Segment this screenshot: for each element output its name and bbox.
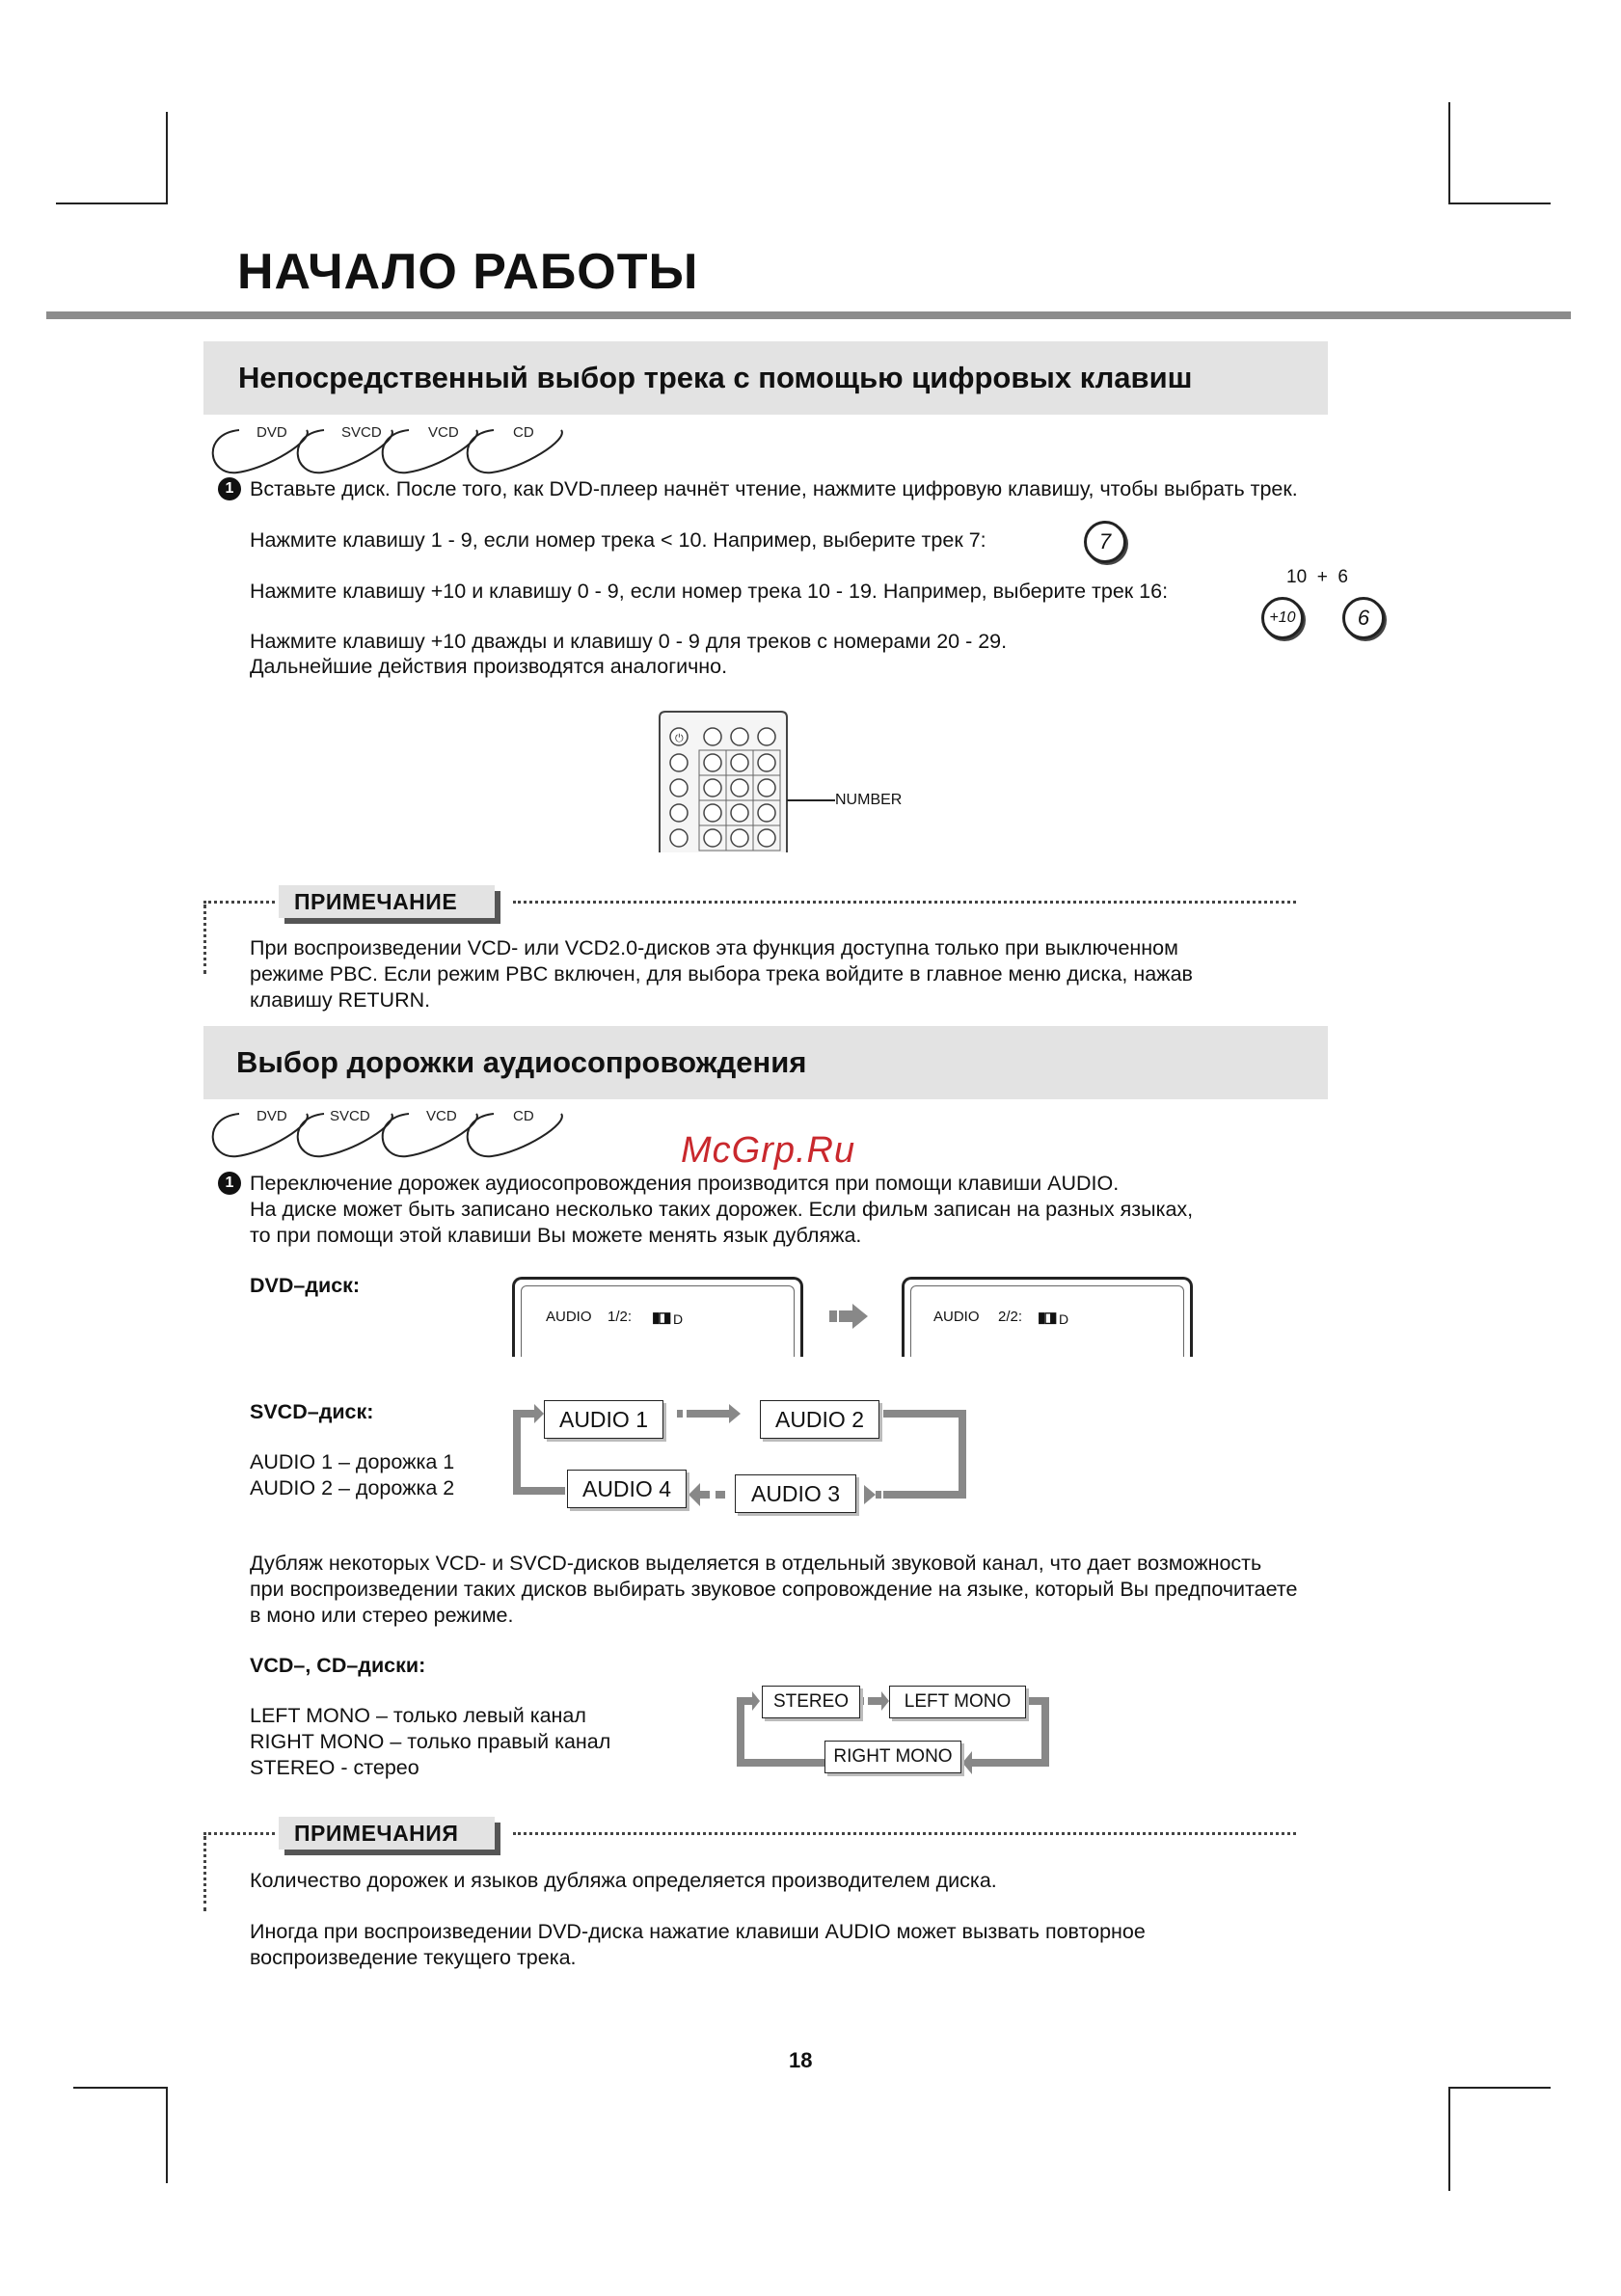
vcd-cd-disc-label: VCD–, CD–диски: xyxy=(250,1654,426,1677)
crop-mark xyxy=(56,203,168,204)
key-plus10-icon: +10 xyxy=(1261,597,1304,639)
screen-track-label: 2/2: xyxy=(998,1309,1023,1325)
audio-screen-1 xyxy=(512,1277,803,1357)
dubbing-line: в моно или стерео режиме. xyxy=(250,1604,514,1627)
crop-mark xyxy=(166,112,168,204)
instruction-line: Нажмите клавишу 1 - 9, если номер трека < 10. Например, выберите трек 7: xyxy=(250,528,986,552)
note-divider xyxy=(203,905,206,974)
section-header xyxy=(203,1026,1328,1099)
dubbing-line: при воспроизведении таких дисков выбирать звуковое сопровождение на языке, который Вы предпочитаете xyxy=(250,1578,1298,1601)
vcd-info-line: RIGHT MONO – только правый канал xyxy=(250,1730,611,1753)
screen-audio-label: AUDIO xyxy=(933,1309,980,1325)
page-number: 18 xyxy=(789,2048,813,2072)
step-text: то при помощи этой клавиши Вы можете менять язык дубляжа. xyxy=(250,1224,862,1247)
note-line: Количество дорожек и языков дубляжа определяется производителем диска. xyxy=(250,1869,997,1892)
dolby-icon: ▮◨ xyxy=(1038,1310,1056,1326)
svg-text:⏻: ⏻ xyxy=(675,732,684,744)
title-rule xyxy=(46,311,1571,319)
remote-control-illustration xyxy=(652,708,845,854)
svcd-info-line: AUDIO 2 – дорожка 2 xyxy=(250,1476,455,1499)
audio-mode-box: LEFT MONO xyxy=(889,1686,1026,1718)
step-text: На диске может быть записано несколько таких дорожек. Если фильм записан на разных языках, xyxy=(250,1198,1194,1221)
audio-track-box: AUDIO 4 xyxy=(567,1470,687,1508)
watermark: McGrp.Ru xyxy=(681,1130,856,1171)
crop-mark xyxy=(1448,2087,1450,2191)
note-divider xyxy=(513,1832,1296,1835)
disc-label-cd: CD xyxy=(513,1108,534,1124)
disc-label-dvd: DVD xyxy=(257,424,287,441)
dubbing-line: Дубляж некоторых VCD- и SVCD-дисков выделяется в отдельный звуковой канал, что дает возможность xyxy=(250,1552,1262,1575)
section-title: Выбор дорожки аудиосопровождения xyxy=(236,1045,807,1079)
section-header xyxy=(203,341,1328,415)
remote-number-label: NUMBER xyxy=(835,792,903,808)
note-divider xyxy=(203,1836,206,1911)
audio-track-box: AUDIO 1 xyxy=(544,1400,663,1439)
vcd-info-line: STEREO - стерео xyxy=(250,1756,419,1779)
step-bullet: 1 xyxy=(218,477,241,500)
instruction-line: Нажмите клавишу +10 и клавишу 0 - 9, если номер трека 10 - 19. Например, выберите трек 16: xyxy=(250,580,1169,603)
svcd-info-line: AUDIO 1 – дорожка 1 xyxy=(250,1450,455,1473)
disc-label-cd: CD xyxy=(513,424,534,441)
disc-label-dvd: DVD xyxy=(257,1108,287,1124)
screen-logo-label: D xyxy=(673,1311,684,1327)
screen-track-label: 1/2: xyxy=(608,1309,633,1325)
audio-screen-2 xyxy=(902,1277,1193,1357)
disc-label-svcd: SVCD xyxy=(341,424,382,441)
audio-mode-box: STEREO xyxy=(762,1686,860,1718)
screen-logo-label: D xyxy=(1059,1311,1069,1327)
crop-mark xyxy=(73,2087,168,2089)
crop-mark xyxy=(1448,203,1551,204)
note-line: воспроизведение текущего трека. xyxy=(250,1946,577,1969)
note-line: При воспроизведении VCD- или VCD2.0-дисков эта функция доступна только при выключенном xyxy=(250,936,1178,959)
crop-mark xyxy=(1448,102,1450,204)
disc-label-vcd: VCD xyxy=(426,1108,457,1124)
disc-label-svcd: SVCD xyxy=(330,1108,370,1124)
note-line: Иногда при воспроизведении DVD-диска нажатие клавиши AUDIO может вызвать повторное xyxy=(250,1920,1146,1943)
step-bullet: 1 xyxy=(218,1172,241,1195)
audio-track-box: AUDIO 2 xyxy=(760,1400,879,1439)
notes-label: ПРИМЕЧАНИЯ xyxy=(279,1817,495,1850)
arrow-right-icon xyxy=(827,1302,870,1331)
instruction-line: Нажмите клавишу +10 дважды и клавишу 0 - 9 для треков с номерами 20 - 29. xyxy=(250,630,1008,653)
audio-mode-box: RIGHT MONO xyxy=(824,1741,961,1773)
dolby-icon: ▮◨ xyxy=(652,1310,670,1326)
keys-caption: 10 + 6 xyxy=(1286,567,1348,587)
note-line: клавишу RETURN. xyxy=(250,988,431,1012)
note-line: режиме PBC. Если режим PBC включен, для выбора трека войдите в главное меню диска, нажав xyxy=(250,962,1193,986)
svcd-disc-label: SVCD–диск: xyxy=(250,1400,374,1423)
disc-icons xyxy=(201,1100,586,1170)
crop-mark xyxy=(166,2087,168,2183)
note-divider xyxy=(203,901,275,904)
note-label: ПРИМЕЧАНИЕ xyxy=(279,885,495,918)
key-6-icon: 6 xyxy=(1342,597,1385,639)
screen-audio-label: AUDIO xyxy=(546,1309,592,1325)
note-divider xyxy=(513,901,1296,904)
key-7-icon: 7 xyxy=(1084,521,1126,563)
crop-mark xyxy=(1448,2087,1551,2089)
dvd-disc-label: DVD–диск: xyxy=(250,1274,361,1297)
note-divider xyxy=(203,1832,275,1835)
step-text: Переключение дорожек аудиосопровождения производится при помощи клавиши AUDIO. xyxy=(250,1172,1120,1195)
page-title: НАЧАЛО РАБОТЫ xyxy=(237,244,699,300)
audio-track-box: AUDIO 3 xyxy=(735,1474,856,1513)
step-text: Вставьте диск. После того, как DVD-плеер начнёт чтение, нажмите цифровую клавишу, чтобы выбрать трек. xyxy=(250,477,1298,500)
section-title: Непосредственный выбор трека с помощью цифровых клавиш xyxy=(238,361,1193,394)
disc-label-vcd: VCD xyxy=(428,424,459,441)
vcd-info-line: LEFT MONO – только левый канал xyxy=(250,1704,586,1727)
instruction-line: Дальнейшие действия производятся аналогично. xyxy=(250,655,728,678)
